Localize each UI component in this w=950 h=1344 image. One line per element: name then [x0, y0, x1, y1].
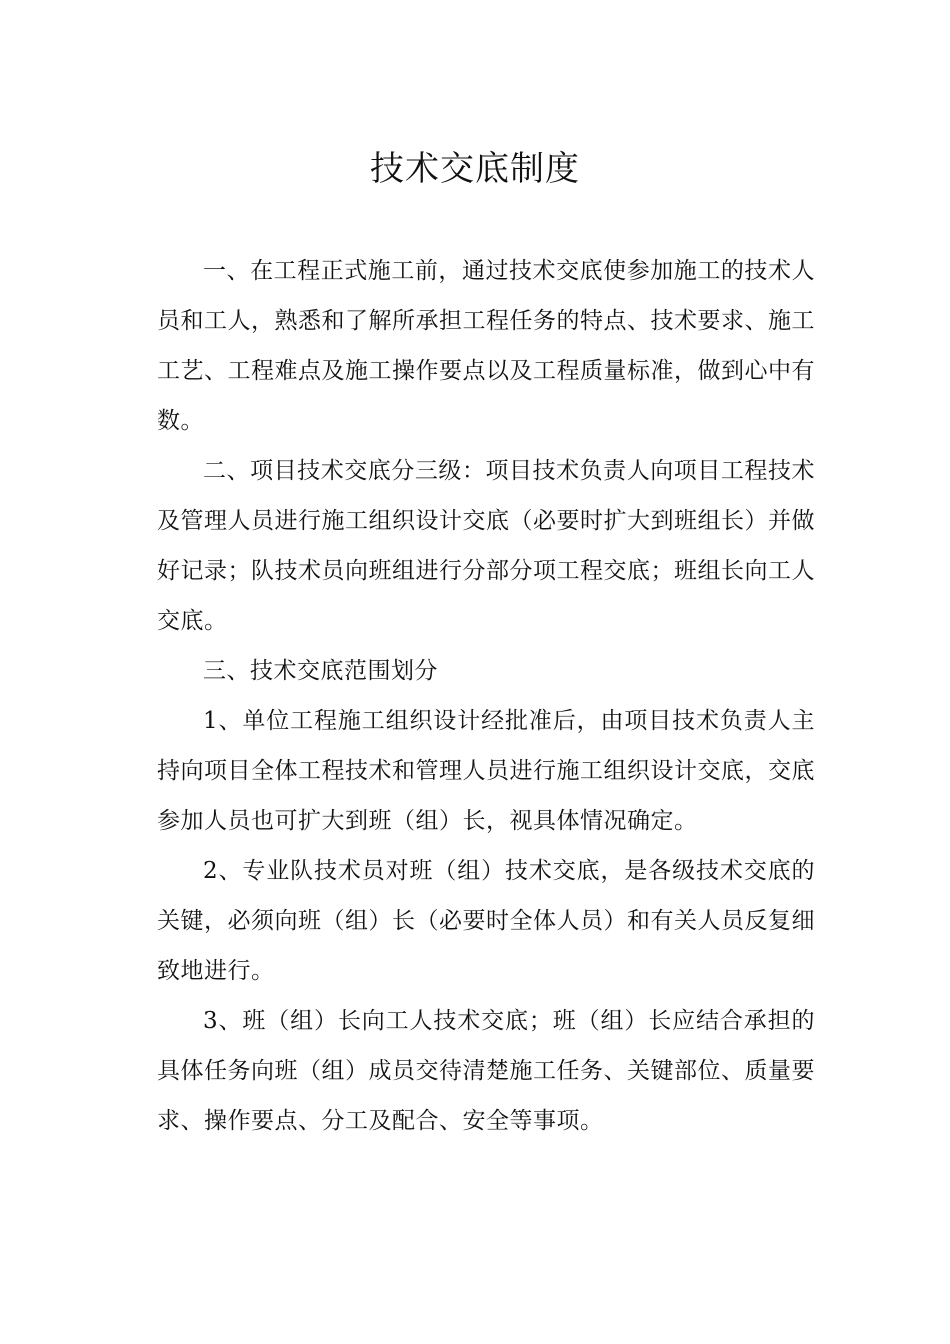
paragraph-1: 一、在工程正式施工前，通过技术交底使参加施工的技术人员和工人，熟悉和了解所承担工程任务的特点、技术要求、施工工艺、工程难点及施工操作要点以及工程质量标准，做到心中有数。: [157, 258, 815, 434]
document-title: 技术交底制度: [370, 149, 580, 189]
paragraph-6: 3、班（组）长向工人技术交底；班（组）长应结合承担的具体任务向班（组）成员交待清楚施工任务、关键部位、质量要求、操作要点、分工及配合、安全等事项。: [157, 1008, 815, 1134]
paragraph-3: 三、技术交底范围划分: [203, 658, 438, 684]
paragraph-5: 2、专业队技术员对班（组）技术交底，是各级技术交底的关键，必须向班（组）长（必要时全体人员）和有关人员反复细致地进行。: [157, 858, 815, 984]
paragraph-4: 1、单位工程施工组织设计经批准后，由项目技术负责人主持向项目全体工程技术和管理人员进行施工组织设计交底，交底参加人员也可扩大到班（组）长，视具体情况确定。: [157, 708, 815, 834]
paragraph-2: 二、项目技术交底分三级：项目技术负责人向项目工程技术及管理人员进行施工组织设计交底（必要时扩大到班组长）并做好记录；队技术员向班组进行分部分项工程交底；班组长向工人交底。: [157, 458, 815, 634]
document-body: [157, 246, 815, 1146]
